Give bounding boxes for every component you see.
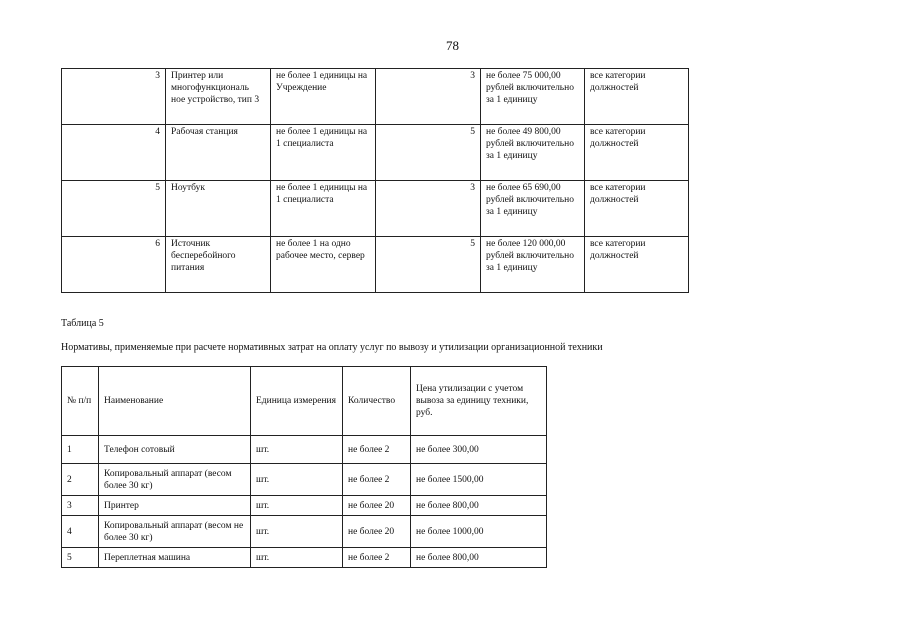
table-row	[62, 181, 689, 237]
item-term: 5	[376, 237, 481, 293]
item-price: не более 1000,00	[411, 516, 547, 548]
item-price: не более 49 800,00 рублей включительно за 1 единицу	[481, 125, 585, 181]
item-price: не более 75 000,00 рублей включительно за 1 единицу	[481, 69, 585, 125]
row-number: 4	[62, 125, 166, 181]
table-title: Нормативы, применяемые при расчете нормативных затрат на оплату услуг по вывозу и утилизации организационной техники	[61, 342, 603, 353]
item-quantity: не более 2	[343, 548, 411, 568]
item-term: 5	[376, 125, 481, 181]
item-quantity: не более 2	[343, 464, 411, 496]
table-row	[62, 125, 689, 181]
item-name: Копировальный аппарат (весом не более 30 кг)	[99, 516, 251, 548]
item-price: не более 800,00	[411, 548, 547, 568]
item-price: не более 65 690,00 рублей включительно за 1 единицу	[481, 181, 585, 237]
item-quantity: не более 1 на одно рабочее место, сервер	[271, 237, 376, 293]
table-header-row	[62, 367, 547, 436]
item-name: Принтер или многофункциональ ное устройство, тип 3	[166, 69, 271, 125]
header-unit: Единица измерения	[251, 367, 343, 436]
header-quantity: Количество	[343, 367, 411, 436]
item-unit: шт.	[251, 464, 343, 496]
item-unit: шт.	[251, 548, 343, 568]
row-number: 5	[62, 181, 166, 237]
table-row	[62, 548, 547, 568]
item-price: не более 120 000,00 рублей включительно за 1 единицу	[481, 237, 585, 293]
item-name: Принтер	[99, 496, 251, 516]
row-number: 4	[62, 516, 99, 548]
item-category: все категории должностей	[585, 125, 689, 181]
header-price: Цена утилизации с учетом вывоза за единицу техники, руб.	[411, 367, 547, 436]
item-quantity: не более 1 единицы на Учреждение	[271, 69, 376, 125]
table-row	[62, 237, 689, 293]
row-number: 6	[62, 237, 166, 293]
item-quantity: не более 2	[343, 436, 411, 464]
table-row	[62, 69, 689, 125]
item-quantity: не более 1 единицы на 1 специалиста	[271, 125, 376, 181]
item-name: Ноутбук	[166, 181, 271, 237]
header-num: № п/п	[62, 367, 99, 436]
item-name: Копировальный аппарат (весом более 30 кг)	[99, 464, 251, 496]
table-row	[62, 516, 547, 548]
item-name: Переплетная машина	[99, 548, 251, 568]
item-quantity: не более 20	[343, 516, 411, 548]
item-quantity: не более 20	[343, 496, 411, 516]
item-unit: шт.	[251, 496, 343, 516]
table-row	[62, 464, 547, 496]
row-number: 2	[62, 464, 99, 496]
table-label: Таблица 5	[61, 318, 104, 329]
item-unit: шт.	[251, 436, 343, 464]
item-price: не более 300,00	[411, 436, 547, 464]
item-unit: шт.	[251, 516, 343, 548]
row-number: 3	[62, 496, 99, 516]
table-row	[62, 496, 547, 516]
item-category: все категории должностей	[585, 69, 689, 125]
disposal-norms-table	[61, 366, 547, 568]
row-number: 1	[62, 436, 99, 464]
row-number: 3	[62, 69, 166, 125]
item-quantity: не более 1 единицы на 1 специалиста	[271, 181, 376, 237]
equipment-norms-table	[61, 68, 689, 293]
row-number: 5	[62, 548, 99, 568]
item-name: Телефон сотовый	[99, 436, 251, 464]
page-number: 78	[446, 38, 459, 53]
item-price: не более 800,00	[411, 496, 547, 516]
item-name: Источник бесперебойного питания	[166, 237, 271, 293]
table-row	[62, 436, 547, 464]
item-term: 3	[376, 181, 481, 237]
header-name: Наименование	[99, 367, 251, 436]
item-category: все категории должностей	[585, 237, 689, 293]
item-term: 3	[376, 69, 481, 125]
item-price: не более 1500,00	[411, 464, 547, 496]
item-name: Рабочая станция	[166, 125, 271, 181]
item-category: все категории должностей	[585, 181, 689, 237]
